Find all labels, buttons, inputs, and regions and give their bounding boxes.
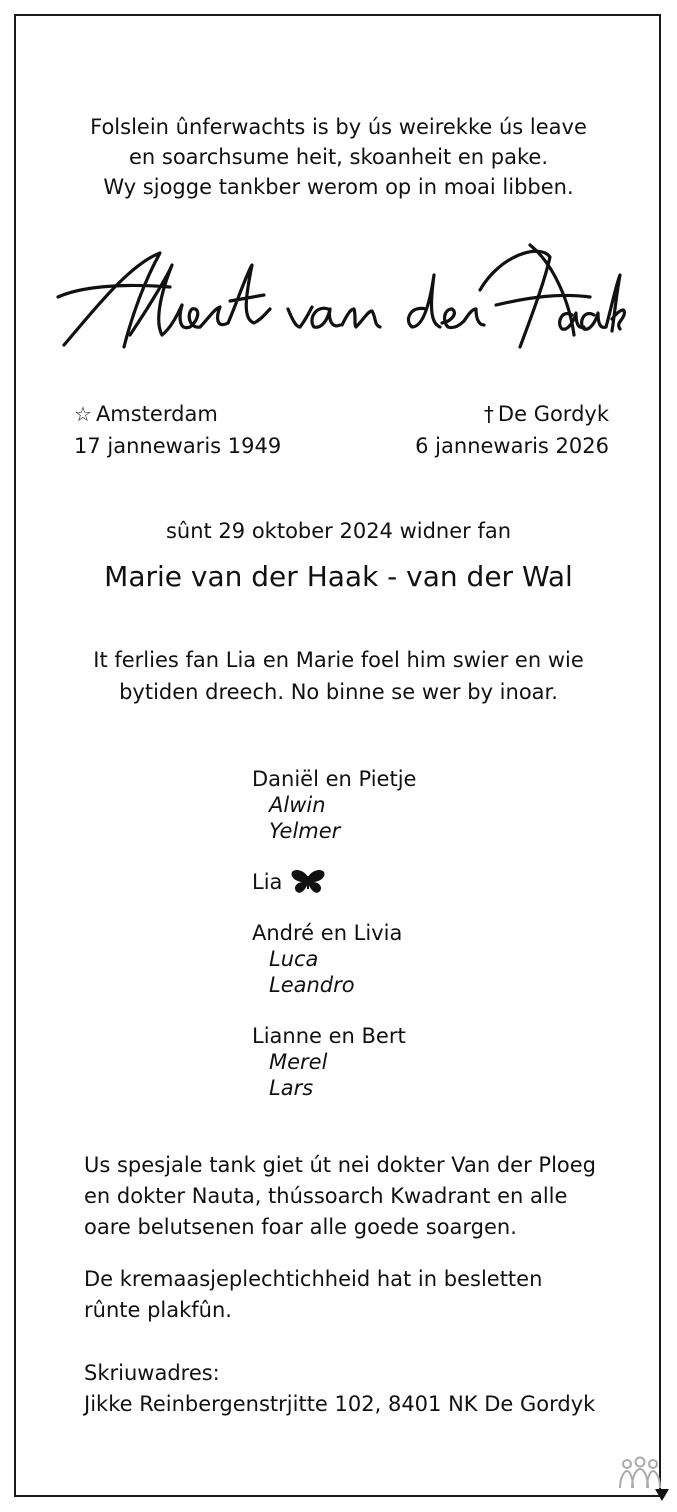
thanks-line: Us spesjale tank giet út nei dokter Van der Ploeg [84,1153,596,1177]
family-parents: Lianne en Bert [252,1024,406,1048]
family-lia [252,869,416,895]
deceased-name-signature [50,235,630,360]
birth-date: 17 jannewaris 1949 [74,434,282,458]
birth-place: Amsterdam [95,402,218,426]
widower-line: sûnt 29 oktober 2024 widner fan [165,519,512,543]
family-parents: Daniël en Pietje [252,767,417,791]
death-place: De Gordyk [497,402,609,426]
cremation-line: De kremaasjeplechtichheid hat in besletten [84,1267,543,1291]
grandchild-name: Yelmer [269,819,341,843]
closing-section [84,1150,596,1441]
intro-text [0,112,677,202]
grandchild-name: Lars [269,1076,314,1100]
death-info [415,398,609,462]
loss-line: bytiden dreech. No binne se wer by inoar. [119,680,558,704]
address-value: Jikke Reinbergenstrjitte 102, 8401 NK De Gordyk [84,1392,596,1416]
birth-place-line [74,398,281,430]
family-group [252,920,416,998]
people-group-icon [617,1456,663,1490]
intro-line: Wy sjogge tankber werom op in moai libben. [103,175,574,199]
spouse-name: Marie van der Haak - van der Wal [104,560,573,593]
star-icon: ☆ [74,402,92,426]
thanks-line: oare belutsenen foar alle goede soargen. [84,1215,517,1239]
cremation-paragraph [84,1264,596,1326]
birth-info [74,398,281,462]
thanks-paragraph [84,1150,596,1243]
loss-line: It ferlies fan Lia en Marie foel him swier en wie [93,648,584,672]
triangle-down-icon [655,1489,669,1501]
butterfly-icon [290,869,326,895]
grandchild-name: Alwin [269,793,326,817]
family-group [252,766,416,844]
family-list [252,766,416,1126]
family-parents: André en Livia [252,921,403,945]
family-group [252,1023,416,1101]
address-paragraph [84,1358,596,1420]
cross-icon: † [483,402,494,426]
grandchild-name: Luca [269,947,319,971]
intro-line: en soarchsume heit, skoanheit en pake. [128,145,548,169]
grandchild-name: Leandro [269,973,355,997]
death-place-line [415,398,609,430]
intro-line: Folslein ûnferwachts is by ús weirekke ús leave [90,115,587,139]
lia-name: Lia [252,870,283,894]
thanks-line: en dokter Nauta, thússoarch Kwadrant en alle [84,1184,568,1208]
death-date: 6 jannewaris 2026 [415,434,609,458]
cremation-line: rûnte plakfûn. [84,1298,232,1322]
loss-text [0,644,677,708]
address-label: Skriuwadres: [84,1361,220,1385]
grandchild-name: Merel [269,1050,328,1074]
